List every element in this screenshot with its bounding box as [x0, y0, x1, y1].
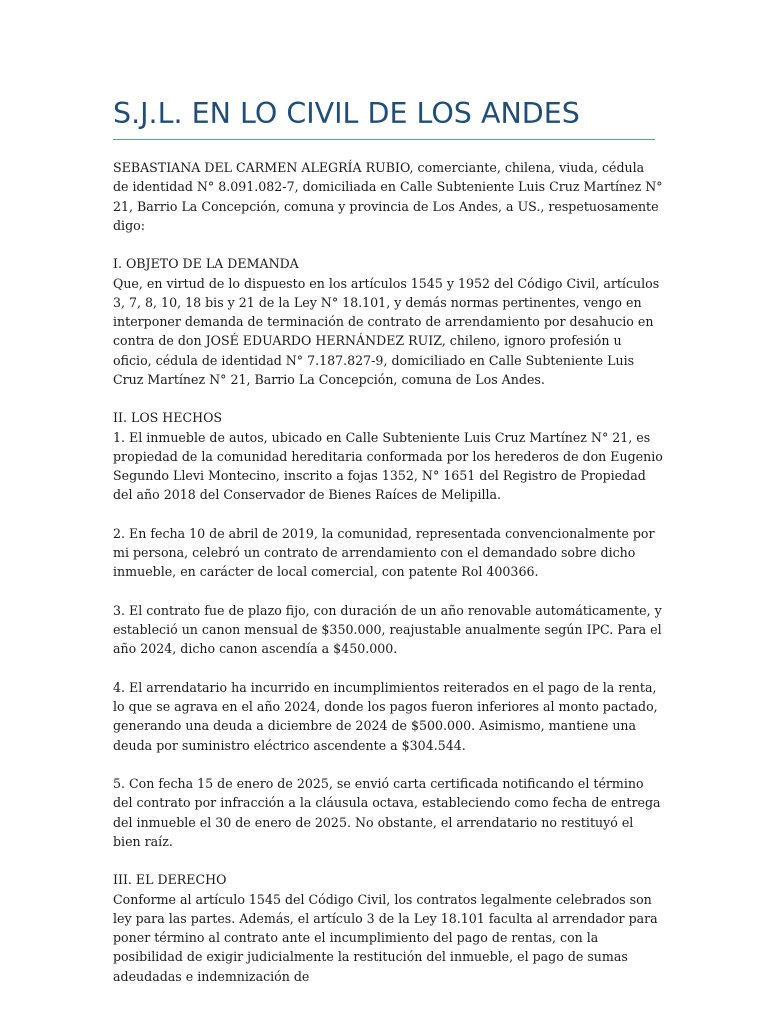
hechos-item: 5. Con fecha 15 de enero de 2025, se envió carta certificada notificando el término del contrato por infracción a la cláusula octava, estableciendo como fecha de entrega del inmueble el 30 de enero de 2025. No obstante, el arrendatario no restituyó el bien raíz.: [113, 776, 661, 849]
section-heading-hechos: II. LOS HECHOS: [113, 410, 223, 426]
document-body: [113, 158, 663, 1005]
section-hechos-item-1: [113, 408, 663, 504]
hechos-item: 3. El contrato fue de plazo fijo, con duración de un año renovable automáticamente, y estableció un canon mensual de $350.000, reajustable anualmente según IPC. Para el año 2024, dicho canon ascendía a $450.000.: [113, 602, 662, 657]
section-text-derecho: Conforme al artículo 1545 del Código Civil, los contratos legalmente celebrados son ley para las partes. Además, el artículo 3 de la Ley 18.101 faculta al arrendador para poner término al contrato ante el incumplimiento del pago de rentas, con la posibilidad de exigir judicialmente la restitución del inmueble, el pago de sumas adeudadas e indemnización de: [113, 891, 658, 984]
title-underline: [113, 139, 655, 140]
section-heading-derecho: III. EL DERECHO: [113, 872, 227, 888]
hechos-item: 4. El arrendatario ha incurrido en incumplimientos reiterados en el pago de la renta, lo que se agrava en el año 2024, donde los pagos fueron inferiores al monto pactado, generando una deuda a diciembre de 2024 de $500.000. Asimismo, mantiene una deuda por suministro eléctrico ascendente a $304.544.: [113, 679, 658, 753]
hechos-item: 2. En fecha 10 de abril de 2019, la comunidad, representada convencionalmente por mi persona, celebró un contrato de arrendamiento con el demandado sobre dicho inmueble, en carácter de local comercial, con patente Rol 400366.: [113, 525, 655, 580]
document-title: S.J.L. EN LO CIVIL DE LOS ANDES: [113, 97, 580, 130]
section-objeto: [113, 254, 663, 389]
section-heading-objeto: I. OBJETO DE LA DEMANDA: [113, 256, 299, 272]
section-text-objeto: Que, en virtud de lo dispuesto en los artículos 1545 y 1952 del Código Civil, artículos 3, 7, 8, 10, 18 bis y 21 de la Ley N° 18.101, y demás normas pertinentes, vengo en interponer demanda de terminación de contrato de arrendamiento por desahucio en contra de don JOSÉ EDUARDO HERNÁNDEZ RUIZ, chileno, ignoro profesión u oficio, cédula de identidad N° 7.187.827-9, domiciliado en Calle Subteniente Luis Cruz Martínez N° 21, Barrio La Concepción, comuna de Los Andes.: [113, 275, 660, 387]
intro-paragraph: SEBASTIANA DEL CARMEN ALEGRÍA RUBIO, comerciante, chilena, viuda, cédula de identidad N° 8.091.082-7, domiciliada en Calle Subteniente Luis Cruz Martínez N° 21, Barrio La Concepción, comuna y provincia de Los Andes, a US., respetuosamente digo:: [113, 160, 663, 233]
hechos-item: 1. El inmueble de autos, ubicado en Calle Subteniente Luis Cruz Martínez N° 21, es propiedad de la comunidad hereditaria conformada por los herederos de don Eugenio Segundo Llevi Montecino, inscrito a fojas 1352, N° 1651 del Registro de Propiedad del año 2018 del Conservador de Bienes Raíces de Melipilla.: [113, 429, 663, 503]
section-derecho: [113, 870, 663, 986]
